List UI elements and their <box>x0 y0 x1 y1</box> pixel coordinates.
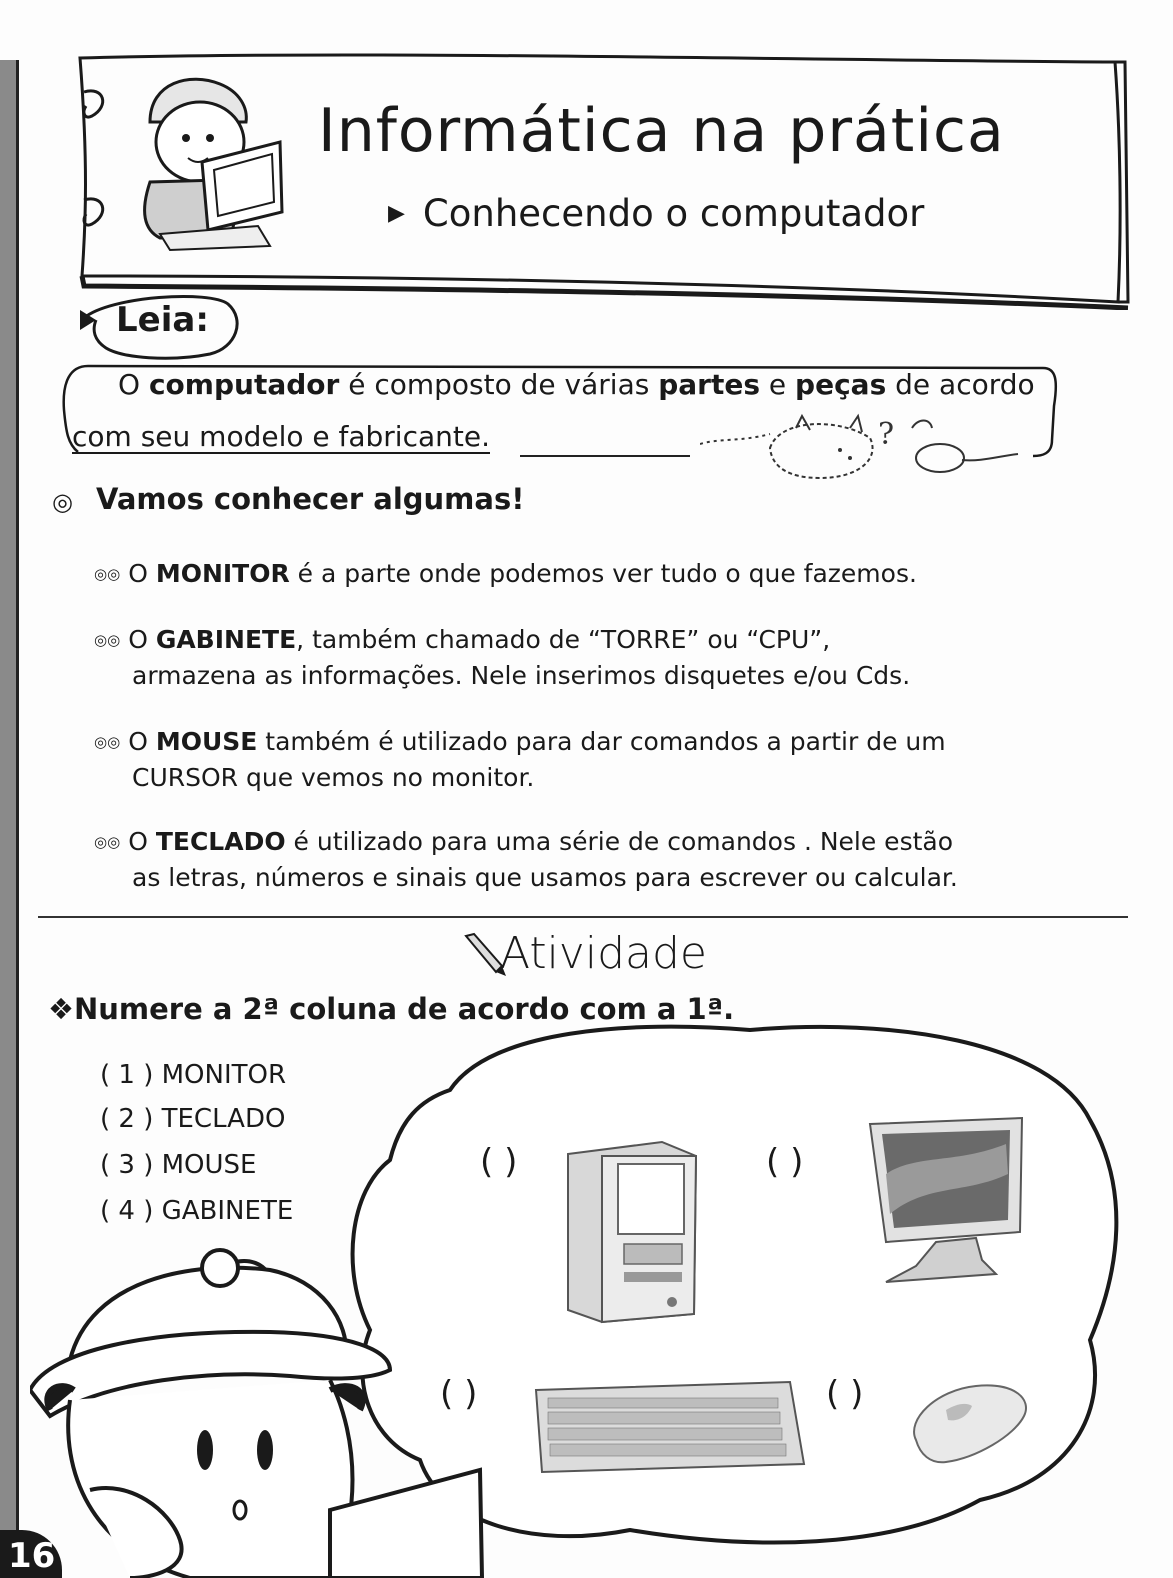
reading-line-1 <box>118 368 1035 401</box>
leia-label: Leia: <box>116 300 209 340</box>
section-divider <box>38 916 1128 918</box>
item-term: TECLADO <box>155 827 286 856</box>
computer-mouse-image <box>906 1380 1036 1470</box>
page-subtitle-text: Conhecendo o computador <box>422 192 925 235</box>
activity-instruction: ❖Numere a 2ª coluna de acordo com a 1ª. <box>48 992 735 1026</box>
item-text-continued: armazena as informações. Nele inserimos disquetes e/ou Cds. <box>132 661 911 690</box>
item-term: MONITOR <box>155 559 290 588</box>
item-text: é a parte onde podemos ver tudo o que fazemos. <box>289 559 917 588</box>
computer-monitor-image <box>846 1114 1036 1284</box>
item-text: O <box>128 559 156 588</box>
reading-text: O <box>118 368 149 401</box>
option-gabinete: ( 4 ) GABINETE <box>100 1196 294 1226</box>
option-monitor: ( 1 ) MONITOR <box>100 1060 287 1090</box>
double-bullet-icon: ◎◎ <box>94 833 121 851</box>
answer-blank-monitor[interactable]: ( ) <box>766 1142 804 1182</box>
item-text: é utilizado para uma série de comandos . Nele estão <box>285 827 954 856</box>
boy-at-computer-illustration <box>130 62 290 252</box>
reading-term-pecas: peças <box>795 368 887 401</box>
reading-term-computador: computador <box>148 368 340 401</box>
item-term: GABINETE <box>155 625 297 654</box>
page-number: 16 <box>8 1536 56 1576</box>
triangle-marker-icon: ▶ <box>388 201 405 226</box>
list-item <box>94 824 958 896</box>
item-text: O <box>128 727 156 756</box>
item-text: também é utilizado para dar comandos a partir de um <box>257 727 946 756</box>
double-bullet-icon: ◎◎ <box>94 565 121 583</box>
reading-term-partes: partes <box>658 368 761 401</box>
item-text-continued: as letras, números e sinais que usamos para escrever ou calcular. <box>132 863 958 892</box>
option-teclado: ( 2 ) TECLADO <box>100 1104 286 1134</box>
page-spine <box>0 60 16 1578</box>
item-text: , também chamado de “TORRE” ou “CPU”, <box>296 625 831 654</box>
answer-blank-keyboard[interactable]: ( ) <box>440 1374 478 1414</box>
item-text: O <box>128 625 156 654</box>
page-title: Informática na prática <box>318 96 1005 166</box>
list-item <box>94 622 910 694</box>
keyboard-image <box>528 1376 808 1476</box>
item-text: O <box>128 827 156 856</box>
item-text-continued: CURSOR que vemos no monitor. <box>132 763 535 792</box>
reading-text: é composto de várias <box>339 368 659 401</box>
activity-heading: Atividade <box>500 928 707 979</box>
reading-line-2: com seu modelo e fabricante. <box>72 420 490 453</box>
double-bullet-icon: ◎◎ <box>94 631 121 649</box>
page-number-badge <box>0 1530 62 1578</box>
reading-text: e <box>760 368 796 401</box>
page-spine-edge <box>16 60 19 1578</box>
thinking-boy-illustration <box>30 1240 500 1578</box>
list-item <box>94 556 917 592</box>
reading-text: de acordo <box>886 368 1035 401</box>
intro-heading: Vamos conhecer algumas! <box>96 482 525 516</box>
answer-blank-mouse[interactable]: ( ) <box>826 1374 864 1414</box>
double-bullet-icon: ◎◎ <box>94 733 121 751</box>
answer-blank-tower[interactable]: ( ) <box>480 1142 518 1182</box>
cat-and-mouse-doodle <box>700 408 1020 488</box>
svg-text:?: ? <box>878 417 895 452</box>
computer-tower-image <box>562 1134 702 1324</box>
page-subtitle <box>388 192 924 235</box>
intro-bullet-icon: ◎ <box>52 488 73 516</box>
list-item <box>94 724 946 796</box>
option-mouse: ( 3 ) MOUSE <box>100 1150 257 1180</box>
reading-underline <box>520 455 690 457</box>
item-term: MOUSE <box>155 727 258 756</box>
